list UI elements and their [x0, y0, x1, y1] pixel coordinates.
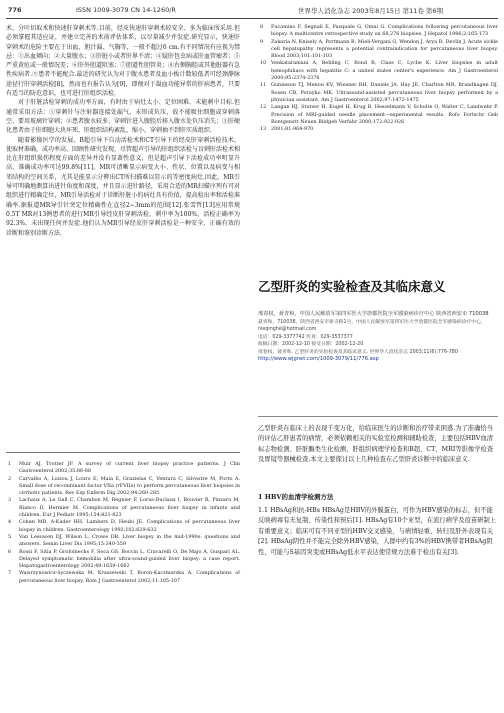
body-paragraph: 随着影像医学的发展，B超引导下自动活检术和CT引导下的经皮肝穿刺活检技术，使取材准确，成功率高、回顾性研究发现，尽管超声引导的肝组织活检与盲刺肝活检术相比在肝组织损伤程度方面的差异并没有显著性意义，但是超声引导下活检成功率明显升高，准确成功率可达99.8%[11]。MR可清晰显示病变大小、性状、位置以及病变与相邻结构的空间关系，尤其是能显示分辨出CT所扫描难以显示的等密度病灶.因此，MR引导可明确地测算出进针角度和深度，并且显示进针路径，采用合适的MR扫描序列有可对组织进行精确定位，MR引导活检对于诊断肝脏小的病灶具有价值，提高检出率和活检准确率.据报道MR导引针突定位精确性在直径2~3mm的范围[12].张雪哲[13]应用常规0.5T MR对13例患者的进行MR引导经皮肝穿刺活检，刺中率为100%，活检正确率为92.3%，未出现任何并发症.他们认为MR引导经皮肝穿刺活检是一种安全、正确有效的诊断和鉴别诊断方法. [6, 136, 241, 237]
body-paragraph: 术、分叶切取术和快速肝穿刺术等.目前，经皮快速肝穿刺术较安全、多为临床所采用.但必须掌握其适应证，并建立完善的术前评估体系，以尽量减少并发症.研究显示，快速肝穿刺术的危险主要在于出血、胆汁漏、气胸等，一般不超过6 cm.有不同情况有应视为禁忌：①出血倾向；②大量腹水；③肝脏小或者肝界不清；④疑肝包虫病或肝血管瘤者；⑤严重黄疸或一般情况差；⑥肝外胆道阻塞；⑦胆道性胆管炎；⑧右侧胸腔或其他脏器有急性疾病者.⑨患者不能配合.最近的研究认为对于腹水患者及血小板计数较低者可经颈静脉途径行肝穿刺活检[8]，然而也有报告认为[9]，即便对于凝血功能异常的肝病患者，只要有适当的防范意识，也可进行肝组织活检. [6, 25, 241, 98]
received-dates: 收稿日期：2002-12-10 接受日期：2002-12-20 [258, 342, 364, 347]
reference-item: 6 Rossi F, Sitia P, Grofolnechs F, Soca GS, Boccin L, Cravarelli O, De Majo A, Guspari AL. Delayed symptomatic hemobilia after ultra-sound-guided liver biopsy: a case report. Hepatogastroenterology 2002;49:1659-1662 [8, 548, 240, 570]
body-paragraph: 对于肝脏活检穿刺的成功率方面，有时由于病灶太小、定位困难、未能刺中目标.但通常采用方法：①穿刺针与注射器连接处漏气，未形成负压，故不能吸住细胞或穿刺落空、要用玻璃针穿刺；②患者腹水较多、穿刺针进入腹腔后移入腹水处负压消失；③肝硬化患者由于肝细胞大块坏死，肝组织结构紊乱，缩小，穿刺抽不到肝实质组织. [6, 99, 241, 135]
reference-item: 5 Van Leeuwen DJ, Wilson L, Crowe DR. Liver biopsy in the mid-1990s: questions and answers. Semin Liver Dis 1995;15:340-359 [8, 533, 240, 548]
reference-item: 2 Carvalho A, Loizou J, Louro E, Maia E, Grazielas C, Ventura C, Silvestre M, Porto A. Small dose of recombinant factor VIIa (rFVIIa) to perform percutaneous liver biopsies in cirrhotic patients. Rev Esp Enferm Dig 2002;94:260-285 [8, 475, 240, 497]
journal-issue: 世界华人消化杂志 2003年8月15日 第11卷 第6期 [298, 7, 444, 15]
reference-item: 1 Muir AJ, Trotter JF. A survey of current liver biopsy practice patterns. J Clin Gastroenterol 2002;35:86-88 [8, 461, 240, 475]
reference-item: 7 Wawrzynowicz-Syczewska M, Kraszewski T, Boron-Kaczmarska A. Complications of percutaneous liver biopsy. Rom J Gastroenterol 2002;11:105-107 [8, 570, 240, 584]
section-divider [258, 416, 498, 417]
author-note: 聂青和，710038，陕西省西安市新寺路1号，中国人民解放军第四军医大学唐都医院全军感染病诊疗中心，nieqinghe@hotmail.com [258, 319, 486, 332]
article-meta [258, 311, 498, 364]
article-title: 乙型肝炎的实验检查及其临床意义 [258, 279, 446, 294]
section-heading: 1 HBV的血清学检测方法 [258, 493, 334, 501]
citation: 邢春权，聂青和. 乙型肝炎的实验检查及其临床意义. 世界华人消化杂志 2003;11(6):776-780 [258, 349, 458, 355]
header-rule [6, 18, 498, 19]
reference-item: 8 Fucamino F, Segnali E, Pasquale G, Omni G. Complications following percutaneous liver biopsy. A multicentre retrospective study on 68,276 biopsies. J Hepatol 1986;2:165-173 [260, 24, 498, 38]
phone-fax: 电话：029-3377742 传真：029-3537377 [258, 334, 353, 340]
reference-item: 4 Cohen MB, A-Kader HH, Lambers D, Heubi JE. Complications of percutaneous liver biopsy in children. Gastroenterology 1992;102:629-632 [8, 519, 240, 533]
reference-item: 11 Gunneson TJ, Menon KV, Wiesner RH, Daniels JA, Hay JE, Charlton MR, Brandhagen DJ, Rosen CB, Porayko MK. Ultrasound-assisted percutaneous liver biopsy performed by a physician assistant. Am J Gastroenterol 2002;97:1472-1475 [260, 82, 498, 103]
section-body: 1.1 HBsAg和抗-HBs HBsAg是HBV的外膜蛋白，可作为HBV感染的标志，但不能反映病毒有无复制、传染性和预后[1]. HBsAg有10个亚型，在流行病学及疫苗研制上有重要意义；临床可有不同亚型的HBV交叉感染，与病情轻重、转归及肝外表现有关[2]. HBsAg阴性并不能完全除外HBV感染，人群中约有3%的HBV携带者HBsAg阴性，可能与S基因突变或HBsAg低水平表达使常规方法难于检出有关[3]. [258, 507, 497, 556]
author-affiliation: 邢春权，聂青和，中国人民解放军第四军医大学唐都医院全军感染病诊疗中心 陕西省西安市 710038 [258, 311, 489, 317]
left-column [6, 24, 240, 238]
references-left [6, 452, 240, 585]
reference-item: 3 Lachaux A, Le Gall C, Chambon M, Regnier F, Loras-Duclaux I, Bouvier R, Pinzaru M, Bianco D, Hermier M. Complications of percutaneous liver biopsy in infants and children. Eur J Pediatr 1995;154:821-823 [8, 497, 240, 519]
reference-item: 9 Zakaria N, Knisely A, Portmann B, Mieli-Vergani G, Wendon J, Arya R, Devlin J. Acute sickle cell hepatopathy represents a potential contraindication for percutaneous liver biopsy. Blood 2003;101:101-103 [260, 38, 498, 60]
issn-text: ISSN 1009-3079 CN 14-1260/R [76, 6, 176, 14]
reference-item: 12 Langan HJ, Stutzer H, Kugel H, Krug B, Hesselmann V, Schulte O, Walter C, Landwehr P. Precision of MRI-guided needle placement—experimental results. Rofo Fortschr Geb Rontgenstr Neuen Bildgeb Verfahr 2000;172:922-926 [260, 104, 498, 125]
page-header [6, 4, 498, 18]
references-right [258, 24, 498, 133]
intro-paragraph: 乙型肝炎在临床上的表现千变万化，给临床医生的诊断和治疗带来困惑.为了准确恰当的评估乙肝患者的病情，必须依赖相关的实验室检测和辅助检查，主要包括HBV血清标志物检测、肝脏酶类生化检测、肝组织病理学检查和B超、CT、MRI等影像学检查及胃镜等器械检查.本文主要探讨以上几种检查在乙型肝炎诊断中的临床意义. [258, 425, 494, 464]
reference-item: 10 Venkataramani A, Behling C, Rond R, Class C, Lyche K. Liver biopsies in adult hemophiliacs with hepatitis C: a united states center's experience. Am J Gastroenterol 2000;95:2374-2376 [260, 60, 498, 82]
reference-item: 13 2001;81:968-970 [260, 126, 314, 133]
page-number: 776 [8, 6, 22, 14]
article-url-link[interactable]: http://www.wjgnet.com/1009-3079/11/776.asp [258, 356, 379, 362]
